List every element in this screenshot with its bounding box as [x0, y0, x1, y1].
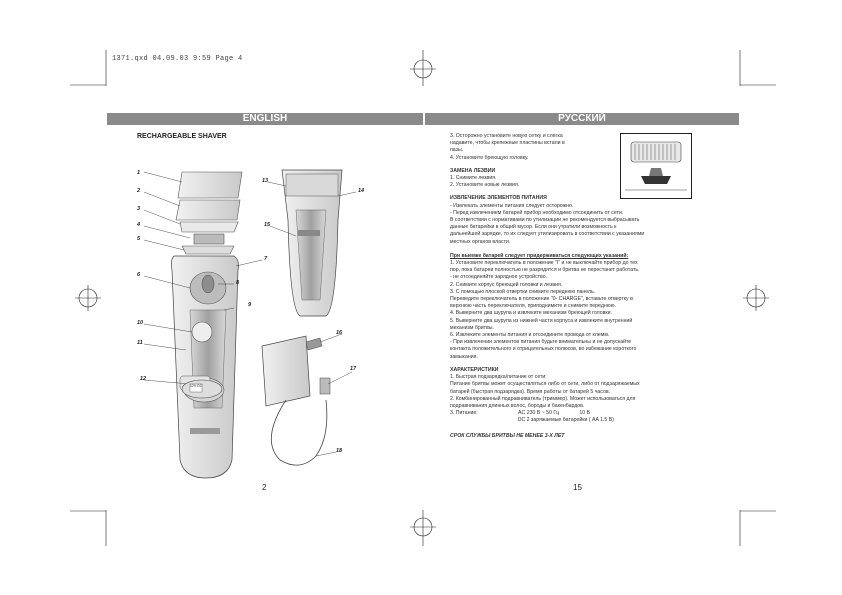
ru-text-line: 6. Извлеките элементы питания и отсоедините провода от клемм. [450, 332, 610, 339]
charge-indicator [192, 322, 212, 342]
callout-17: 17 [350, 366, 357, 372]
ru-text-line: 5. Выверните два шурупа из нижней части корпуса и извлеките внутренний [450, 317, 633, 324]
callout-2: 2 [137, 188, 141, 194]
ru-text-line: ХАРАКТЕРИСТИКИ [450, 366, 499, 373]
ru-text-line: - не отсоединяйте зарядное устройство. [450, 274, 548, 281]
callout-14: 14 [358, 188, 365, 194]
ru-text-line: СРОК СЛУЖБЫ БРИТВЫ НЕ МЕНЕЕ 3-Х ЛЕТ [450, 432, 565, 439]
ru-text-line: 4. Установите бреющую головку. [450, 154, 529, 161]
ru-text-line: 3. Осторожно установите новую сетку и слегка [450, 133, 563, 139]
foil [180, 222, 238, 232]
ru-text-line: При выемке батарей следует придерживаться следующих указаний: [450, 252, 629, 259]
product-title: RECHARGEABLE SHAVER [137, 133, 227, 140]
ru-text-line: пазы. [450, 147, 464, 154]
ru-text-line: 2. Снимите корпус бреющей головки и лезвия. [450, 281, 563, 288]
ru-text-line: В соответствии с нормативами по утилизации не рекомендуется выбрасывать [450, 217, 640, 224]
callout-5: 5 [137, 236, 141, 242]
ru-text-line: дальнейшей зарядке, то их следует утилизировать в соответствии с указаниями [450, 231, 645, 238]
ru-text-line: - При извлечении элементов питания будьте внимательны и не допускайте [450, 339, 632, 346]
ru-text-line: 2. Комбинированный подравниватель (триммер). Может использоваться для [450, 395, 636, 402]
ru-text-line: 3. С помощью плоской отвертки снимите переднюю панель. [450, 288, 596, 295]
ru-text-line: 1. Быстрая подзарядка/питание от сети: [450, 374, 547, 381]
callout-3: 3 [137, 206, 141, 212]
ru-text-line: механизм бритвы. [450, 324, 494, 331]
ru-text-line: 1. Снимите лезвия. [450, 175, 497, 182]
ru-text-line: ЗАМЕНА ЛЕЗВИЙ [450, 167, 496, 174]
ru-text-line: замыкания. [450, 353, 478, 360]
ru-text-line: Питание бритвы может осуществляться либо от сети, либо от подзаряжаемых [450, 381, 640, 388]
english-header: ENGLISH [107, 113, 423, 125]
foil-frame [176, 200, 240, 220]
print-slug: 1371.qxd 04.09.03 9:59 Page 4 [112, 55, 243, 63]
head-cap [178, 172, 242, 198]
charging-stand [180, 378, 226, 400]
callout-12: 12 [140, 376, 147, 382]
charger-label: 12V DC [190, 384, 203, 388]
ru-text-line: 4. Выверните два шурупа и извлеките механизм бреющей головки. [450, 310, 612, 317]
callout-1: 1 [137, 170, 141, 176]
callout-10: 10 [137, 320, 144, 326]
ru-text-line: надавите, чтобы крепежные пластины встали в [450, 140, 565, 147]
ru-text-line: 2. Установите новые лезвия. [450, 182, 520, 189]
ru-text-line: 3. Питание: AC 230 В ~ 50 Гц 10 В [450, 410, 590, 417]
callout-6: 6 [137, 272, 141, 278]
callout-11: 11 [137, 340, 143, 346]
callout-15: 15 [264, 222, 271, 228]
ru-text-line: DC 2 заряжаемые батарейки ( AA 1.5 В) [450, 417, 614, 424]
cutter-block [194, 234, 224, 244]
ru-text-line: батарей (быстрая подзарядка). Время работы от батарей 5 часов. [450, 388, 611, 395]
charger-adapter [262, 336, 310, 406]
ru-text-line: - Перед извлечением батарей прибор необходимо отсоединить от сети. [450, 209, 624, 216]
ru-text-line: пор, пока батареи полностью не разрядятся и бритва не перестанет работать. [450, 267, 640, 274]
ru-text-line: контакта положительного и отрицательных полюсов, во избежание короткого [450, 346, 637, 353]
callout-8: 8 [236, 280, 240, 286]
shaver-parts-illustration [130, 160, 370, 480]
ru-text-line: подравнивания длинных волос, бороды и бакенбардов. [450, 402, 585, 409]
callout-16: 16 [336, 330, 343, 336]
russian-instructions [450, 133, 710, 440]
ru-text-line: ИЗВЛЕЧЕНИЕ ЭЛЕМЕНТОВ ПИТАНИЯ [450, 195, 547, 202]
callout-9: 9 [248, 302, 252, 308]
ru-text-line: Переведите переключатель в положение "0- CHARGE", вставьте отвертку в [450, 296, 633, 303]
charger-plug [320, 378, 330, 394]
ru-text-line: данные батарейки в общий мусор. Если они утратили возможность к [450, 224, 617, 231]
callout-18: 18 [336, 448, 343, 454]
callout-7: 7 [264, 256, 268, 262]
ru-text-line: 1. Установите переключатель в положение "I" и не выключайте прибор до тех [450, 260, 638, 267]
page-number-right: 15 [573, 483, 582, 492]
callout-4: 4 [137, 222, 141, 228]
ru-text-line: местных органов власти. [450, 238, 511, 245]
ru-text-line: - Извлекать элементы питания следует осторожно. [450, 202, 574, 209]
page-number-left: 2 [262, 483, 267, 492]
callout-13: 13 [262, 178, 269, 184]
russian-header: РУССКИЙ [425, 113, 739, 125]
ru-text-line: верхнюю часть переключателя, приподнимите и снимите переднюю. [450, 303, 616, 310]
